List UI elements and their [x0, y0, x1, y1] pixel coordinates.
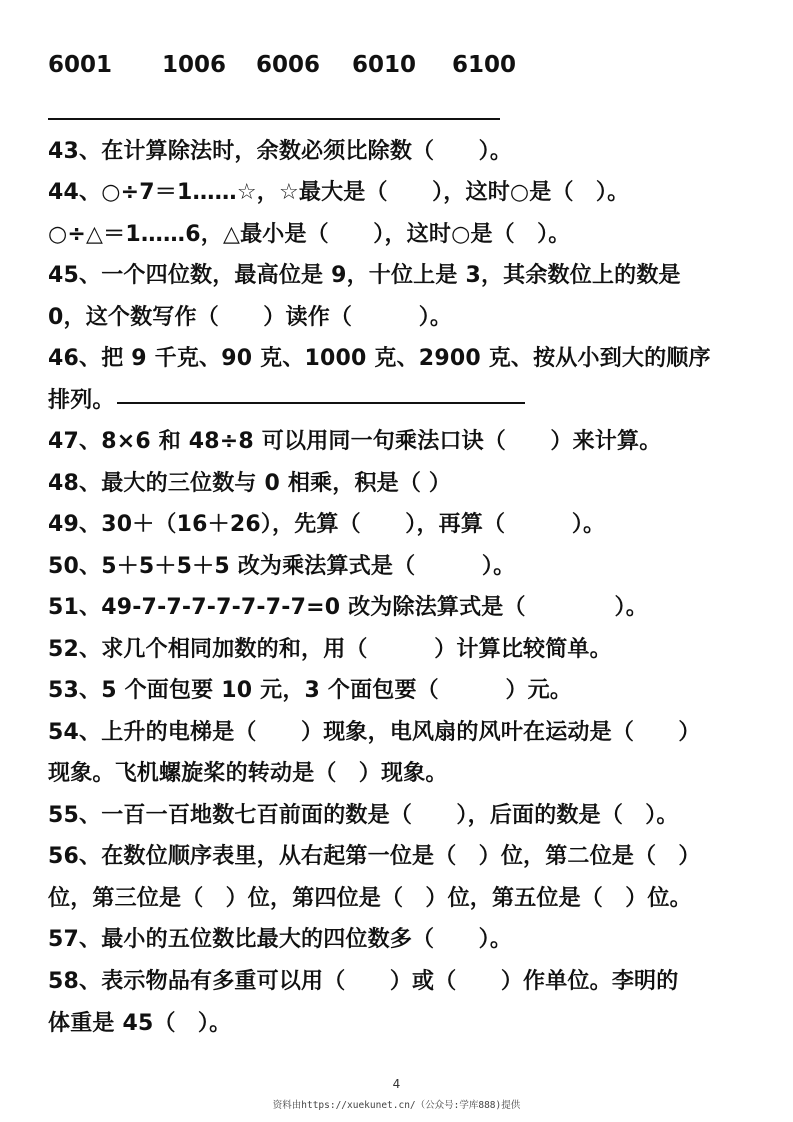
- number-item: 6010: [352, 52, 417, 78]
- question-44-line-2: ○÷△＝1……6，△最小是（ ），这时○是（ ）。: [48, 222, 571, 247]
- page-number: 4: [392, 1077, 401, 1091]
- question-48: 48、最大的三位数与 0 相乘，积是（ ）: [48, 471, 452, 496]
- question-58-line-2: 体重是 45（ ）。: [48, 1011, 232, 1036]
- number-item: 6006: [256, 52, 321, 78]
- question-44-line-1: 44、○÷7＝1……☆，☆最大是（ ），这时○是（ ）。: [48, 180, 630, 205]
- question-56-line-2: 位，第三位是（ ）位，第四位是（ ）位，第五位是（ ）位。: [48, 886, 692, 911]
- question-57: 57、最小的五位数比最大的四位数多（ ）。: [48, 927, 513, 952]
- question-45-line-2: 0，这个数写作（ ）读作（ ）。: [48, 305, 453, 330]
- question-45-line-1: 45、一个四位数，最高位是 9，十位上是 3，其余数位上的数是: [48, 263, 681, 288]
- answer-blank-line: [117, 402, 525, 404]
- number-item: 6001: [48, 52, 113, 78]
- question-46-label: 排列。: [48, 388, 115, 413]
- number-item: 1006: [162, 52, 227, 78]
- question-56-line-1: 56、在数位顺序表里，从右起第一位是（ ）位，第二位是（ ）: [48, 844, 701, 869]
- question-51: 51、49-7-7-7-7-7-7-7=0 改为除法算式是（ ）。: [48, 595, 648, 620]
- question-46-line-2: [48, 381, 748, 421]
- question-52: 52、求几个相同加数的和，用（ ）计算比较简单。: [48, 637, 612, 662]
- number-item: 6100: [452, 52, 517, 78]
- question-49: 49、30＋（16＋26），先算（ ），再算（ ）。: [48, 512, 606, 537]
- answer-blank-line: [48, 118, 500, 120]
- question-58-line-1: 58、表示物品有多重可以用（ ）或（ ）作单位。李明的: [48, 969, 679, 994]
- question-53: 53、5 个面包要 10 元，3 个面包要（ ）元。: [48, 678, 573, 703]
- question-43: 43、在计算除法时，余数必须比除数（ ）。: [48, 139, 513, 164]
- question-54-line-1: 54、上升的电梯是（ ）现象，电风扇的风叶在运动是（ ）: [48, 720, 701, 745]
- question-50: 50、5＋5＋5＋5 改为乘法算式是（ ）。: [48, 554, 516, 579]
- question-46-line-1: 46、把 9 千克、90 克、1000 克、2900 克、按从小到大的顺序: [48, 346, 711, 371]
- question-55: 55、一百一百地数七百前面的数是（ ），后面的数是（ ）。: [48, 803, 679, 828]
- question-54-line-2: 现象。飞机螺旋桨的转动是（ ）现象。: [48, 761, 448, 786]
- question-47: 47、8×6 和 48÷8 可以用同一句乘法口诀（ ）来计算。: [48, 429, 662, 454]
- footer-source-note: 资料由https://xuekunet.cn/（公众号:学库888)提供: [272, 1100, 521, 1111]
